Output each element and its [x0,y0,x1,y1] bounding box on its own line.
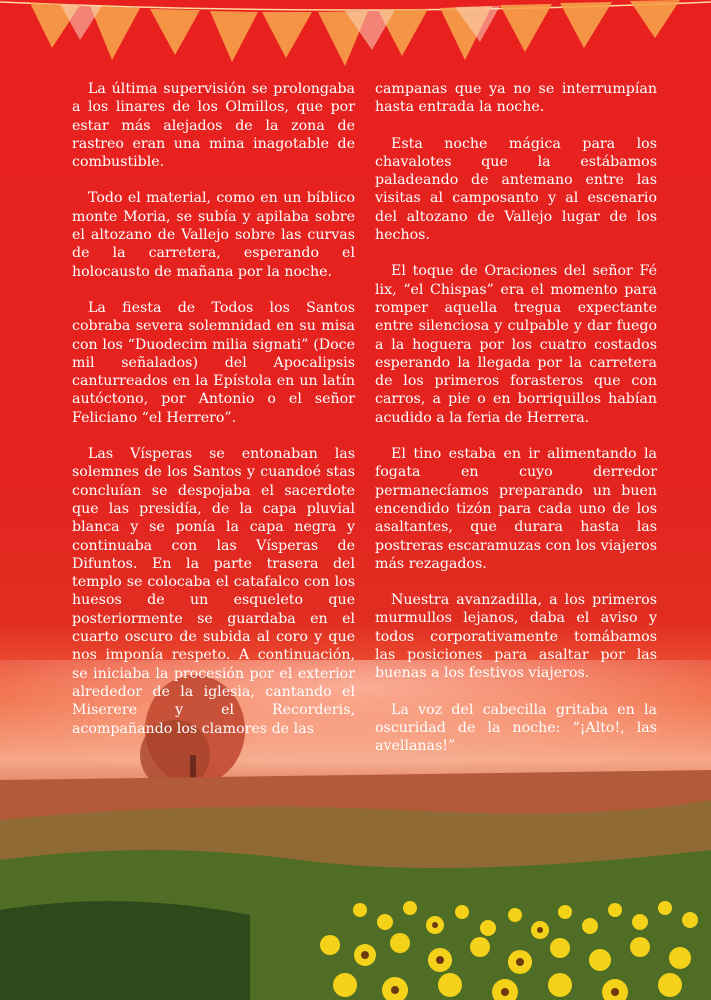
paragraph: campanas que ya no se interrumpían hasta entrada la noche. [375,81,657,116]
paragraph: El tino estaba en ir alimentando la fogata en cuyo derredor permanecíamos preparando un buen encendido tizón para cada uno de los asaltantes, que durara hasta las postreras escaramuzas con los viajeros más rezagados. [375,446,657,572]
left-text-column [72,80,355,756]
festive-bunting-decoration [0,0,711,75]
paragraph: El toque de Oraciones del señor Fé lix, “el Chispas” era el momento para romper aquella tregua expectante entre silenciosa y culpable y dar fuego a la hoguera por los cuatro costados esperando la llegada por la carretera de los primeros forasteros que con carros, a pie o en borriquillos habían acudido a la feria de Herrera. [375,263,657,426]
paragraph: La voz del cabecilla gritaba en la oscuridad de la noche: “¡Alto!, las avellanas!” [375,701,657,755]
paragraph: La última supervisión se prolongaba a los linares de los Olmillos, que por estar más alejados de la zona de rastreo eran una mina inagotable de combustible. [72,81,355,171]
paragraph: La fiesta de Todos los Santos cobraba severa solemnidad en su misa con los “Duodecim milia signati” (Doce mil señalados) del Apocalipsis canturreados en la Epístola en un latín autóctono, por Antonio o el señor Feliciano “el Herrero”. [72,299,355,426]
paragraph: Todo el material, como en un bíblico monte Moria, se subía y apilaba sobre el altozano de Vallejo sobre las curvas de la carretera, esperando el holocausto de mañana por la noche. [72,190,355,280]
right-text-column [375,80,657,774]
paragraph: Las Vísperas se entonaban las solemnes de los Santos y cuandoé stas concluían se despojaba el sacerdote que las presidía, de la capa pluvial blanca y se ponía la capa negra y continuaba con las Vísperas de Difuntos. En la parte trasera del templo se colocaba el catafalco con los huesos de un esqueleto que posteriormente se guardaba en el cuarto oscuro de subida al coro y que nos imponía respeto. A continuación, se iniciaba la procesión por el exterior alrededor de la iglesia, cantando el Miserere y el Recorderis, acompañando los clamores de las [72,446,355,737]
paragraph: Nuestra avanzadilla, a los primeros murmullos lejanos, daba el aviso y todos corporativamente tomábamos las posiciones para asaltar por las buenas a los festivos viajeros. [375,592,657,682]
paragraph: Esta noche mágica para los chavalotes que la estábamos paladeando de antemano entre las visitas al camposanto y al escenario del altozano de Vallejo lugar de los hechos. [375,135,657,244]
